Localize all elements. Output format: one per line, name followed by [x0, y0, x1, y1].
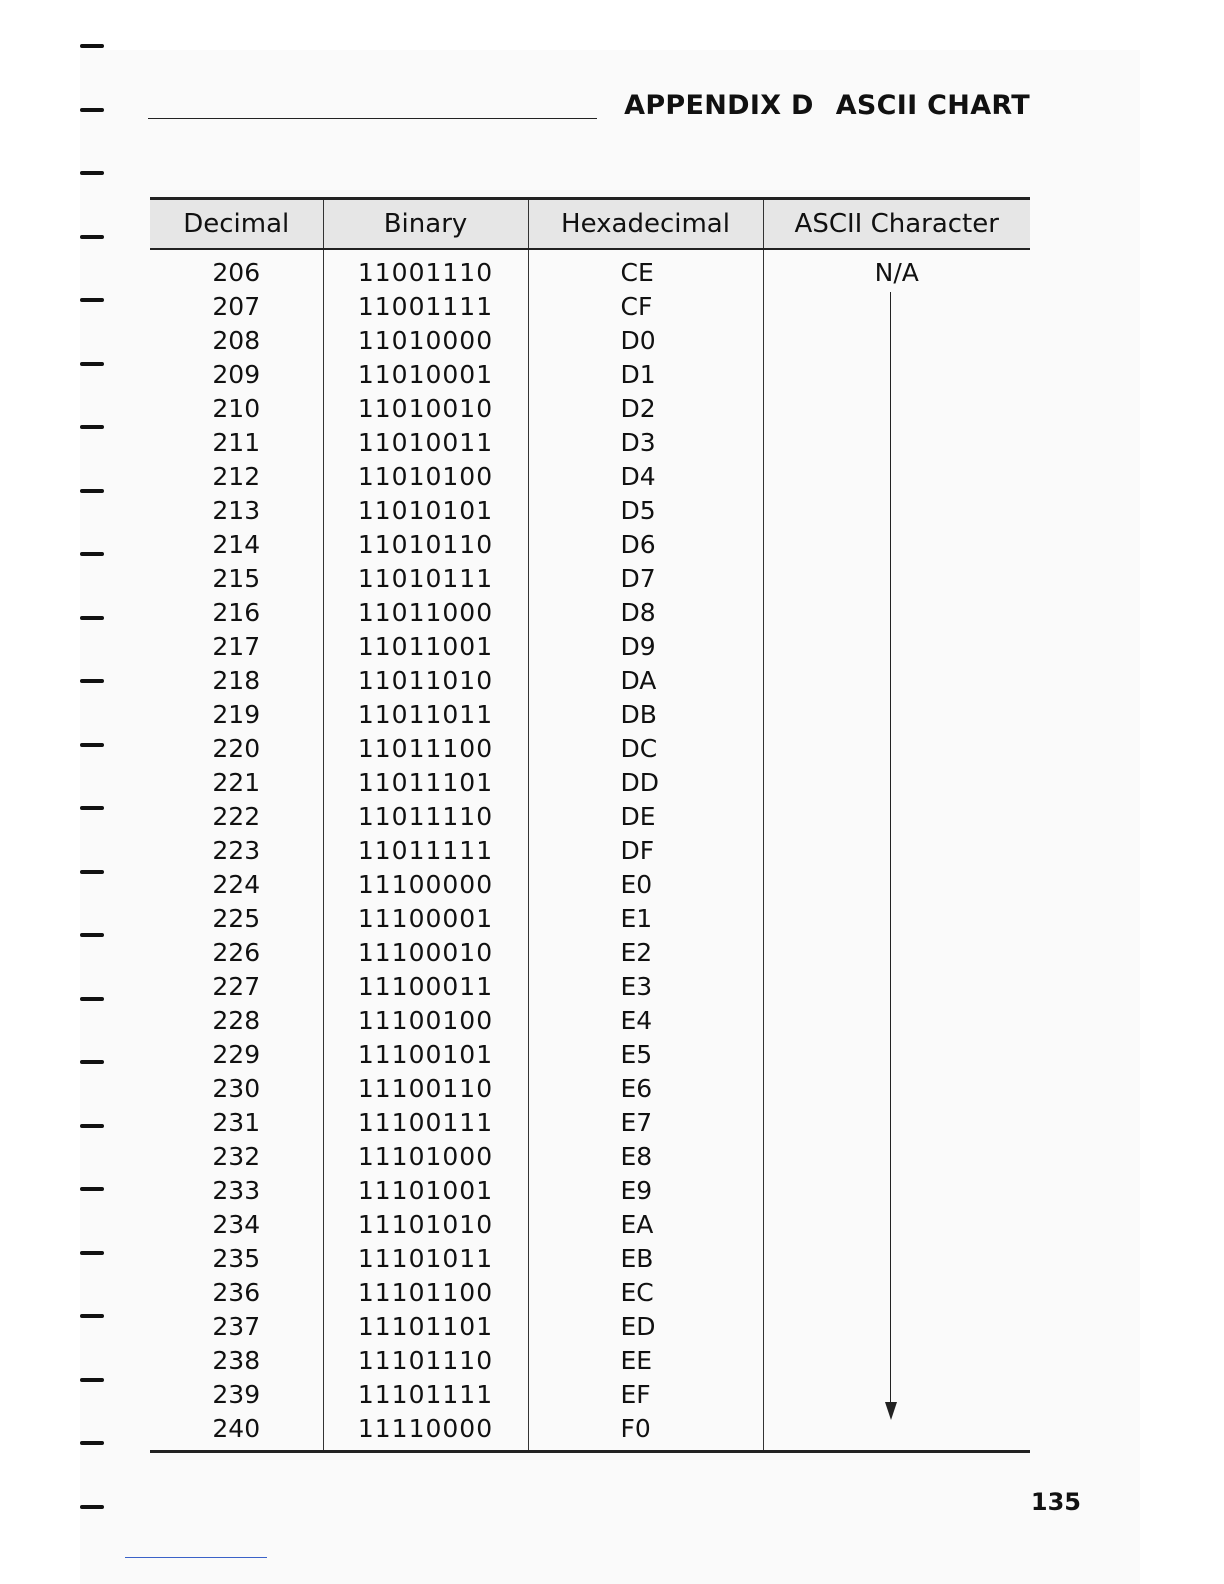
hexadecimal-cell: CE [528, 249, 763, 290]
hexadecimal-cell: D3 [528, 426, 763, 460]
margin-tick [80, 1124, 104, 1128]
table-row [150, 1140, 1030, 1174]
hexadecimal-cell: D0 [528, 324, 763, 358]
margin-tick [80, 235, 104, 239]
ditto-arrow-head-icon [885, 1402, 897, 1420]
margin-tick [80, 552, 104, 556]
hexadecimal-cell: DC [528, 732, 763, 766]
decimal-cell: 228 [212, 1005, 261, 1035]
ascii-character-cell [763, 358, 1030, 392]
decimal-cell: 212 [212, 461, 261, 491]
hexadecimal-cell: DA [528, 664, 763, 698]
ascii-character-cell [763, 562, 1030, 596]
margin-tick [80, 933, 104, 937]
table-row [150, 392, 1030, 426]
table-row [150, 1004, 1030, 1038]
binary-cell: 11101101 [323, 1310, 528, 1344]
table-row [150, 1310, 1030, 1344]
table-row [150, 970, 1030, 1004]
table-row [150, 800, 1030, 834]
table-row [150, 1106, 1030, 1140]
decimal-cell: 222 [212, 801, 261, 831]
decimal-cell: 218 [212, 665, 261, 695]
binary-cell: 11100000 [323, 868, 528, 902]
table-body [150, 249, 1030, 1452]
margin-tick [80, 362, 104, 366]
decimal-cell: 209 [212, 359, 261, 389]
hexadecimal-cell: D9 [528, 630, 763, 664]
ascii-character-cell [763, 1174, 1030, 1208]
hexadecimal-cell: E3 [528, 970, 763, 1004]
table-row [150, 732, 1030, 766]
table-row [150, 1378, 1030, 1412]
table-row [150, 562, 1030, 596]
binary-cell: 11101111 [323, 1378, 528, 1412]
decimal-cell: 214 [212, 529, 261, 559]
binary-cell: 11010000 [323, 324, 528, 358]
hexadecimal-cell: DF [528, 834, 763, 868]
binary-cell: 11011000 [323, 596, 528, 630]
binary-cell: 11101000 [323, 1140, 528, 1174]
table-row [150, 358, 1030, 392]
table-row [150, 324, 1030, 358]
hexadecimal-cell: DB [528, 698, 763, 732]
hexadecimal-cell: EF [528, 1378, 763, 1412]
ascii-character-cell [763, 630, 1030, 664]
decimal-cell: 240 [150, 1412, 323, 1452]
ascii-character-cell [763, 766, 1030, 800]
table-row [150, 528, 1030, 562]
margin-tick [80, 171, 104, 175]
decimal-cell: 227 [212, 971, 261, 1001]
hexadecimal-cell: D8 [528, 596, 763, 630]
column-header-ascii-character: ASCII Character [763, 199, 1030, 249]
hexadecimal-cell: D6 [528, 528, 763, 562]
margin-tick [80, 1505, 104, 1509]
decimal-cell: 207 [212, 291, 261, 321]
margin-tick [80, 997, 104, 1001]
binary-cell: 11010101 [323, 494, 528, 528]
ascii-character-cell: N/A [763, 249, 1030, 290]
table-row [150, 426, 1030, 460]
hexadecimal-cell: E9 [528, 1174, 763, 1208]
margin-tick [80, 1060, 104, 1064]
ascii-character-cell [763, 290, 1030, 324]
table-row [150, 596, 1030, 630]
hexadecimal-cell: D2 [528, 392, 763, 426]
binary-cell: 11100101 [323, 1038, 528, 1072]
page-header [624, 90, 1030, 121]
binary-cell: 11011011 [323, 698, 528, 732]
footer-rule [125, 1557, 267, 1558]
hexadecimal-cell: D4 [528, 460, 763, 494]
binary-cell: 11100110 [323, 1072, 528, 1106]
decimal-cell: 232 [212, 1141, 261, 1171]
table-row [150, 494, 1030, 528]
ascii-character-cell [763, 902, 1030, 936]
margin-tick [80, 1251, 104, 1255]
table-row [150, 936, 1030, 970]
binary-cell: 11001110 [323, 249, 528, 290]
decimal-cell: 220 [212, 733, 261, 763]
hexadecimal-cell: E4 [528, 1004, 763, 1038]
table-row [150, 1242, 1030, 1276]
ascii-character-cell [763, 1038, 1030, 1072]
ascii-character-cell [763, 460, 1030, 494]
ascii-character-cell [763, 834, 1030, 868]
table-row [150, 1344, 1030, 1378]
decimal-cell: 234 [212, 1209, 261, 1239]
hexadecimal-cell: EA [528, 1208, 763, 1242]
binary-cell: 11110000 [323, 1412, 528, 1452]
ascii-character-cell [763, 732, 1030, 766]
margin-tick [80, 743, 104, 747]
ascii-character-cell [763, 1344, 1030, 1378]
ascii-chart-table [150, 197, 1030, 1453]
binary-cell: 11011100 [323, 732, 528, 766]
hexadecimal-cell: E1 [528, 902, 763, 936]
table-row [150, 834, 1030, 868]
decimal-cell: 213 [212, 495, 261, 525]
binding-margin-ticks [80, 0, 110, 1584]
binary-cell: 11101001 [323, 1174, 528, 1208]
margin-tick [80, 806, 104, 810]
hexadecimal-cell: EC [528, 1276, 763, 1310]
binary-cell: 11010111 [323, 562, 528, 596]
margin-tick [80, 1378, 104, 1382]
table-row [150, 249, 1030, 290]
binary-cell: 11001111 [323, 290, 528, 324]
binary-cell: 11011110 [323, 800, 528, 834]
decimal-cell: 211 [212, 427, 261, 457]
table-row [150, 902, 1030, 936]
binary-cell: 11100011 [323, 970, 528, 1004]
ascii-character-cell [763, 1140, 1030, 1174]
column-header-binary: Binary [323, 199, 528, 249]
column-header-hexadecimal: Hexadecimal [528, 199, 763, 249]
table-row [150, 1208, 1030, 1242]
decimal-cell: 216 [212, 597, 261, 627]
hexadecimal-cell: E8 [528, 1140, 763, 1174]
decimal-cell: 223 [212, 835, 261, 865]
margin-tick [80, 616, 104, 620]
binary-cell: 11011111 [323, 834, 528, 868]
binary-cell: 11011001 [323, 630, 528, 664]
margin-tick [80, 1187, 104, 1191]
decimal-cell: 235 [212, 1243, 261, 1273]
decimal-cell: 236 [212, 1277, 261, 1307]
table-row [150, 1072, 1030, 1106]
ascii-character-cell [763, 1208, 1030, 1242]
decimal-cell: 226 [212, 937, 261, 967]
hexadecimal-cell: ED [528, 1310, 763, 1344]
table-row [150, 1276, 1030, 1310]
table-row [150, 868, 1030, 902]
decimal-cell: 229 [212, 1039, 261, 1069]
decimal-cell: 239 [212, 1379, 261, 1409]
ascii-character-cell [763, 528, 1030, 562]
table-row [150, 630, 1030, 664]
decimal-cell: 233 [212, 1175, 261, 1205]
ascii-character-cell [763, 1310, 1030, 1344]
decimal-cell: 230 [212, 1073, 261, 1103]
table-row [150, 1174, 1030, 1208]
hexadecimal-cell: F0 [528, 1412, 763, 1452]
table-row [150, 460, 1030, 494]
margin-tick [80, 108, 104, 112]
margin-tick [80, 870, 104, 874]
table-row [150, 1412, 1030, 1452]
header-rule [148, 118, 597, 119]
ascii-character-cell [763, 1072, 1030, 1106]
binary-cell: 11010100 [323, 460, 528, 494]
margin-tick [80, 679, 104, 683]
ascii-character-cell [763, 936, 1030, 970]
decimal-cell: 217 [212, 631, 261, 661]
chart-title: ASCII CHART [835, 90, 1030, 121]
hexadecimal-cell: D5 [528, 494, 763, 528]
ascii-character-cell [763, 596, 1030, 630]
table-row [150, 698, 1030, 732]
ascii-character-cell [763, 1242, 1030, 1276]
hexadecimal-cell: E6 [528, 1072, 763, 1106]
ascii-character-cell [763, 970, 1030, 1004]
ascii-character-cell [763, 392, 1030, 426]
hexadecimal-cell: E0 [528, 868, 763, 902]
margin-tick [80, 44, 104, 48]
ascii-character-cell [763, 698, 1030, 732]
decimal-cell: 208 [212, 325, 261, 355]
binary-cell: 11101011 [323, 1242, 528, 1276]
hexadecimal-cell: E5 [528, 1038, 763, 1072]
binary-cell: 11010010 [323, 392, 528, 426]
decimal-cell: 231 [212, 1107, 261, 1137]
hexadecimal-cell: DE [528, 800, 763, 834]
binary-cell: 11100100 [323, 1004, 528, 1038]
table-row [150, 1038, 1030, 1072]
column-header-decimal: Decimal [150, 199, 323, 249]
margin-tick [80, 1441, 104, 1445]
hexadecimal-cell: EE [528, 1344, 763, 1378]
decimal-cell: 219 [212, 699, 261, 729]
decimal-cell: 224 [212, 869, 261, 899]
binary-cell: 11101100 [323, 1276, 528, 1310]
binary-cell: 11100001 [323, 902, 528, 936]
ascii-character-cell [763, 324, 1030, 358]
binary-cell: 11011101 [323, 766, 528, 800]
appendix-label: APPENDIX D [624, 90, 814, 121]
ditto-arrow-line [890, 292, 891, 1408]
hexadecimal-cell: E2 [528, 936, 763, 970]
page-number: 135 [1030, 1488, 1081, 1516]
ascii-character-cell [763, 494, 1030, 528]
decimal-cell: 225 [212, 903, 261, 933]
hexadecimal-cell: EB [528, 1242, 763, 1276]
ascii-character-cell [763, 1106, 1030, 1140]
margin-tick [80, 425, 104, 429]
hexadecimal-cell: E7 [528, 1106, 763, 1140]
binary-cell: 11010011 [323, 426, 528, 460]
table-row [150, 290, 1030, 324]
binary-cell: 11011010 [323, 664, 528, 698]
decimal-cell: 238 [212, 1345, 261, 1375]
margin-tick [80, 489, 104, 493]
binary-cell: 11010001 [323, 358, 528, 392]
binary-cell: 11101110 [323, 1344, 528, 1378]
table-header-row [150, 199, 1030, 249]
binary-cell: 11100010 [323, 936, 528, 970]
table-row [150, 664, 1030, 698]
ascii-character-cell [763, 664, 1030, 698]
decimal-cell: 210 [212, 393, 261, 423]
ascii-character-cell [763, 426, 1030, 460]
binary-cell: 11101010 [323, 1208, 528, 1242]
hexadecimal-cell: D7 [528, 562, 763, 596]
ascii-character-cell [763, 1004, 1030, 1038]
hexadecimal-cell: CF [528, 290, 763, 324]
decimal-cell: 237 [212, 1311, 261, 1341]
hexadecimal-cell: DD [528, 766, 763, 800]
binary-cell: 11100111 [323, 1106, 528, 1140]
decimal-cell: 215 [212, 563, 261, 593]
hexadecimal-cell: D1 [528, 358, 763, 392]
binary-cell: 11010110 [323, 528, 528, 562]
ascii-character-cell [763, 1276, 1030, 1310]
ascii-character-cell [763, 868, 1030, 902]
margin-tick [80, 298, 104, 302]
decimal-cell: 221 [212, 767, 261, 797]
decimal-cell: 206 [212, 257, 261, 287]
margin-tick [80, 1314, 104, 1318]
table-row [150, 766, 1030, 800]
ascii-character-cell [763, 800, 1030, 834]
